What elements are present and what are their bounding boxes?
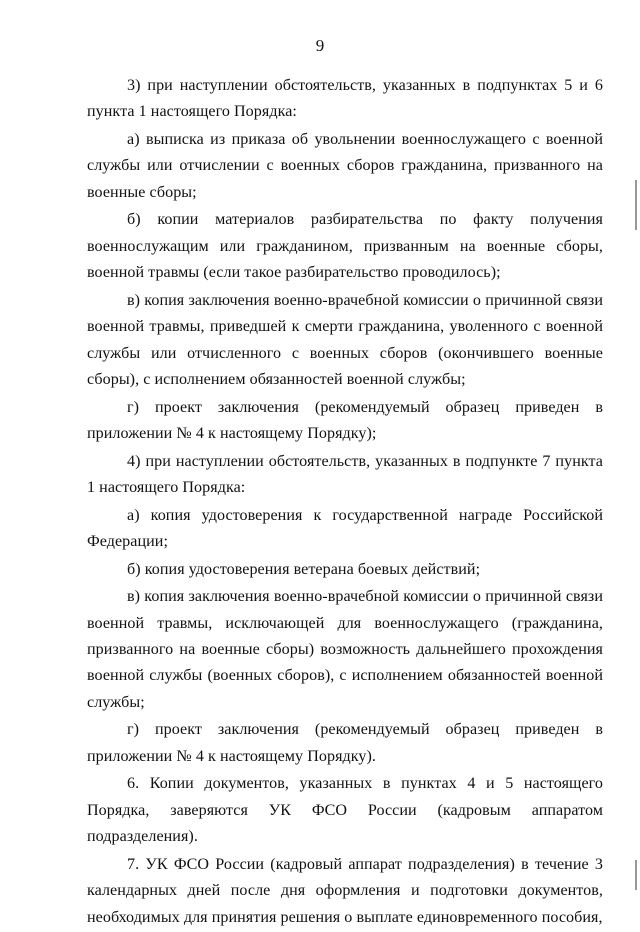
paragraph-3-header: 3) при наступлении обстоятельств, указанных в подпунктах 5 и 6 пункта 1 настоящего Порядка:: [87, 77, 603, 121]
paragraph-4-header: 4) при наступлении обстоятельств, указанных в подпункте 7 пункта 1 настоящего Порядка:: [87, 452, 603, 497]
paragraph-3v: в) копия заключения военно-врачебной комиссии о причинной связи военной травмы, приведшей к смерти гражданина, уволенного с военной службы или отчисленного с военных сборов (окончившего военные сборы), с исполнением обязанностей военной службы;: [87, 291, 603, 389]
paragraph-6: 6. Копии документов, указанных в пунктах 4 и 5 настоящего Порядка, заверяются УК ФСО России (кадровым аппаратом подразделения).: [87, 775, 603, 846]
scan-edge-mark: [635, 860, 637, 890]
paragraph-4b: б) копия удостоверения ветерана боевых действий;: [127, 560, 481, 578]
document-body: [87, 73, 603, 932]
scan-edge-mark: [635, 180, 637, 230]
paragraph-7: 7. УК ФСО России (кадровый аппарат подразделения) в течение 3 календарных дней после дня оформления и подготовки документов, необходимых для принятия решения о выплате единовременного пособия,: [87, 855, 603, 926]
paragraph-3a: а) выписка из приказа об увольнении военнослужащего с военной службы или отчислении с военных сборов гражданина, призванного на военные сборы;: [87, 131, 603, 201]
page-number: 9: [315, 36, 325, 55]
paragraph-4v: в) копия заключения военно-врачебной комиссии о причинной связи военной травмы, исключающей для военнослужащего (гражданина, призванного на военные сборы) возможность дальнейшего прохождения военной службы (военных сборов), с исполнением обязанностей военной службы;: [87, 588, 603, 711]
paragraph-4g: г) проект заключения (рекомендуемый образец приведен в приложении № 4 к настоящему Порядку).: [87, 721, 603, 765]
paragraph-3b: б) копии материалов разбирательства по факту получения военнослужащим или гражданином, призванным на военные сборы, военной травмы (если такое разбирательство проводилось);: [87, 211, 603, 282]
paragraph-4a: а) копия удостоверения к государственной награде Российской Федерации;: [87, 506, 603, 551]
paragraph-3g: г) проект заключения (рекомендуемый образец приведен в приложении № 4 к настоящему Порядку);: [87, 398, 603, 443]
